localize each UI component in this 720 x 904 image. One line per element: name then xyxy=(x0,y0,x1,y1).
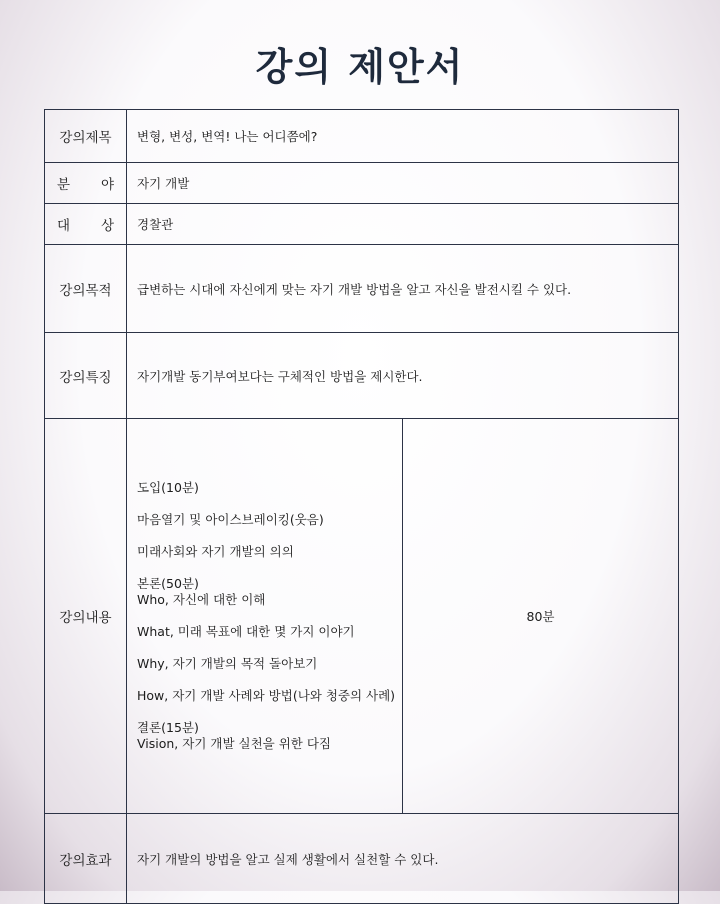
label-field xyxy=(45,163,127,204)
row-field xyxy=(45,163,679,204)
content-end xyxy=(137,720,402,752)
content-main-head: 본론(50분) xyxy=(137,576,199,591)
label-goal: 강의목적 xyxy=(45,245,127,333)
label-field-a: 분 xyxy=(57,177,71,193)
label-field-b: 야 xyxy=(100,177,114,193)
content-duration: 80분 xyxy=(403,419,679,814)
value-effect: 자기 개발의 방법을 알고 실제 생활에서 실천할 수 있다. xyxy=(127,814,679,904)
content-main-1: Who, 자신에 대한 이해 xyxy=(137,592,266,607)
content-main-4: How, 자기 개발 사례와 방법(나와 청중의 사례) xyxy=(137,688,396,703)
proposal-table xyxy=(44,109,679,904)
row-goal xyxy=(45,245,679,333)
row-target xyxy=(45,204,679,245)
row-feature xyxy=(45,333,679,419)
label-content: 강의내용 xyxy=(45,419,127,814)
content-intro-1: 마음열기 및 아이스브레이킹(웃음) xyxy=(137,512,324,527)
label-target-b: 상 xyxy=(100,218,114,234)
content-main-2: What, 미래 목표에 대한 몇 가지 이야기 xyxy=(137,624,355,639)
content-intro xyxy=(137,480,402,496)
row-title xyxy=(45,110,679,163)
content-intro-2: 미래사회와 자기 개발의 의의 xyxy=(137,544,294,559)
label-target-a: 대 xyxy=(57,218,71,234)
label-target xyxy=(45,204,127,245)
value-target: 경찰관 xyxy=(127,204,679,245)
value-field: 자기 개발 xyxy=(127,163,679,204)
row-effect xyxy=(45,814,679,904)
value-goal: 급변하는 시대에 자신에게 맞는 자기 개발 방법을 알고 자신을 발전시킬 수 있다. xyxy=(127,245,679,333)
label-title: 강의제목 xyxy=(45,110,127,163)
page-title: 강의 제안서 xyxy=(255,45,465,89)
content-intro-head: 도입(10분) xyxy=(137,480,199,495)
value-content xyxy=(127,419,403,814)
content-main xyxy=(137,576,402,608)
label-feature: 강의특징 xyxy=(45,333,127,419)
label-effect: 강의효과 xyxy=(45,814,127,904)
value-feature: 자기개발 동기부여보다는 구체적인 방법을 제시한다. xyxy=(127,333,679,419)
value-title: 변형, 변성, 변역! 나는 어디쯤에? xyxy=(127,110,679,163)
content-main-3: Why, 자기 개발의 목적 돌아보기 xyxy=(137,656,318,671)
content-end-head: 결론(15분) xyxy=(137,720,199,735)
row-content xyxy=(45,419,679,814)
content-end-1: Vision, 자기 개발 실천을 위한 다짐 xyxy=(137,736,331,751)
